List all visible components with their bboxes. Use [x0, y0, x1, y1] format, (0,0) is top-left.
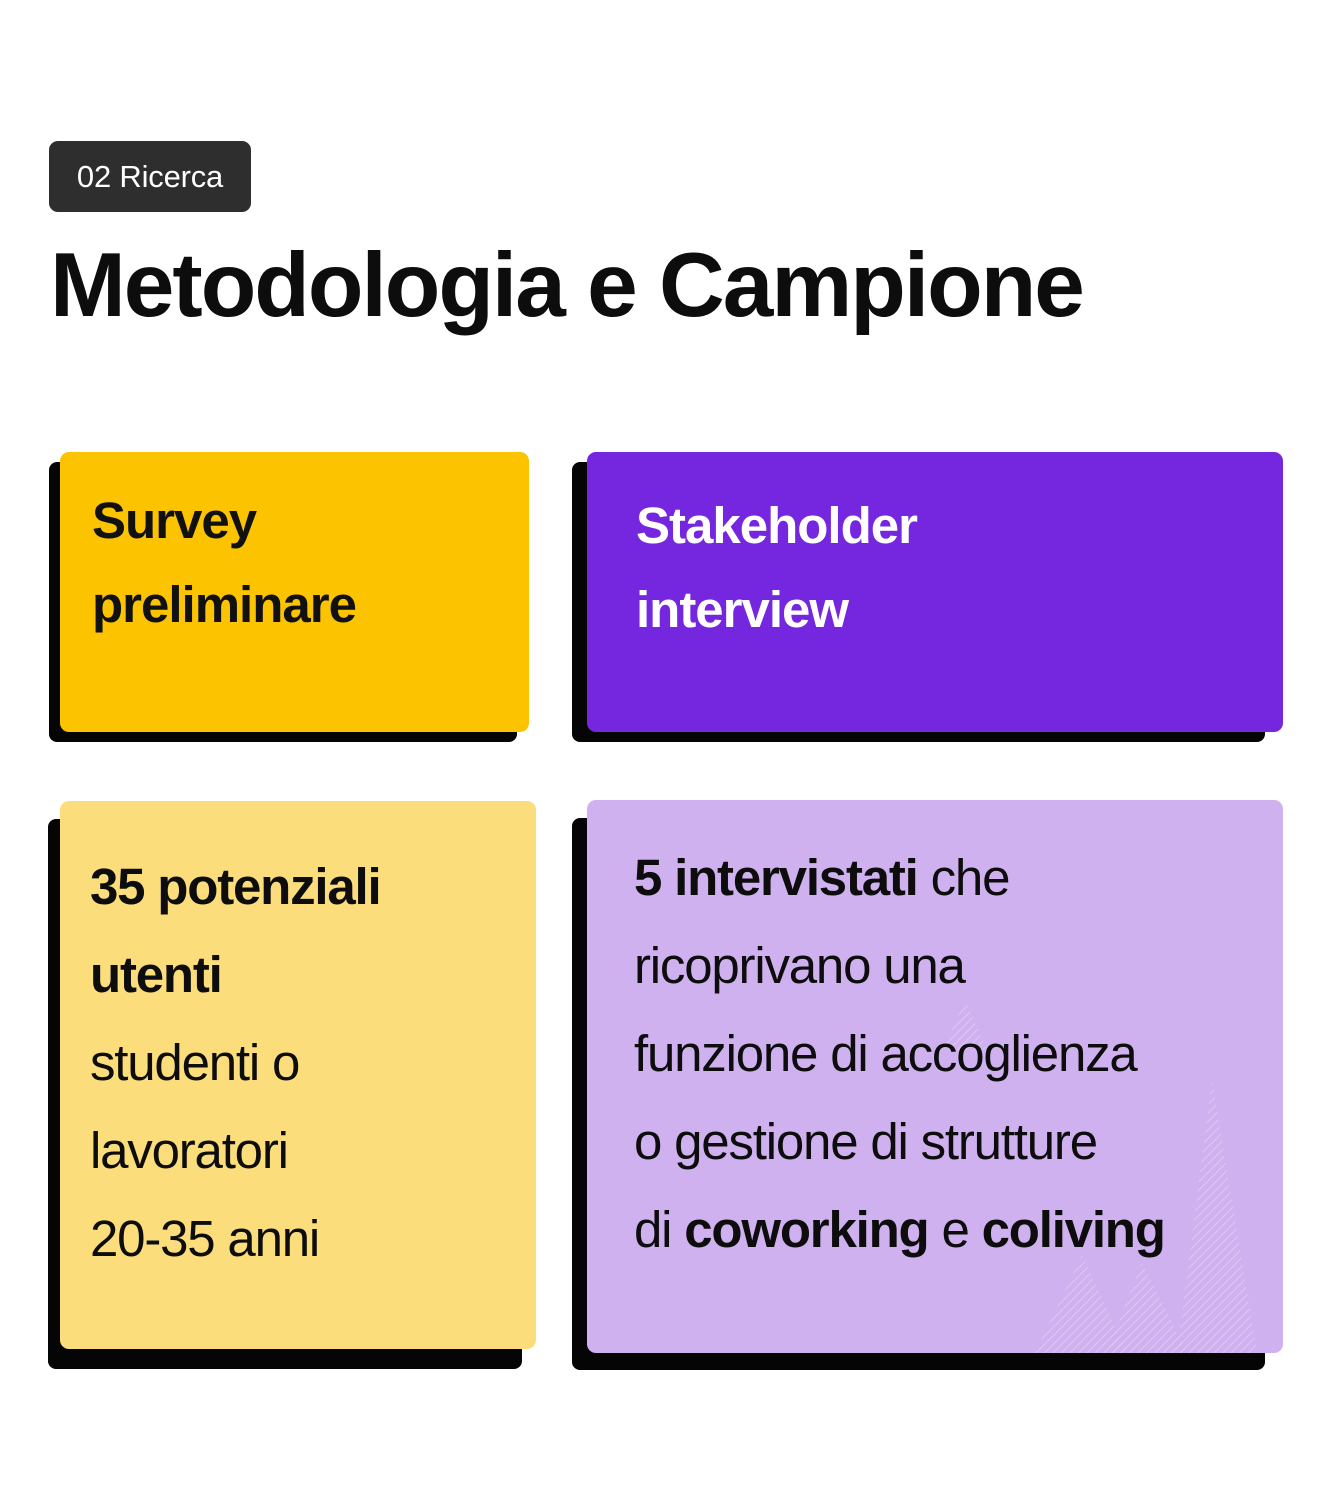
users-line4: lavoratori [90, 1122, 288, 1179]
stakeholder-card-title [636, 484, 917, 652]
interviewees-line2: ricoprivano una [634, 937, 965, 994]
interviewees-line5-conj: e [928, 1201, 982, 1258]
interviewees-line5 [634, 1186, 1165, 1274]
users-highlight-line2: utenti [90, 946, 222, 1003]
survey-card [60, 452, 529, 732]
interviewees-highlight-coliving: coliving [981, 1201, 1165, 1258]
interviewees-line1 [634, 834, 1165, 922]
users-highlight-line1: 35 potenziali [90, 858, 381, 915]
interviewees-card [587, 800, 1283, 1353]
section-tag [49, 141, 251, 212]
users-line3: studenti o [90, 1034, 300, 1091]
stakeholder-title-line1: Stakeholder [636, 497, 917, 554]
stakeholder-title-line2: interview [636, 581, 849, 638]
interviewees-highlight-count: 5 intervistati [634, 849, 918, 906]
users-card-text [90, 843, 380, 1283]
users-card [60, 801, 536, 1349]
interviewees-line1-rest: che [917, 849, 1010, 906]
interviewees-line4: o gestione di strutture [634, 1113, 1097, 1170]
survey-title-line1: Survey [92, 492, 257, 549]
section-tag-label: 02 Ricerca [76, 158, 224, 194]
users-line5: 20-35 anni [90, 1210, 320, 1267]
interviewees-line3: funzione di accoglienza [634, 1025, 1137, 1082]
survey-title-line2: preliminare [92, 576, 356, 633]
survey-card-title [92, 479, 356, 647]
interviewees-card-text [634, 834, 1165, 1274]
interviewees-line5-prefix: di [634, 1201, 685, 1258]
stakeholder-card [587, 452, 1283, 732]
page-title: Metodologia e Campione [50, 235, 1083, 336]
interviewees-highlight-coworking: coworking [684, 1201, 929, 1258]
